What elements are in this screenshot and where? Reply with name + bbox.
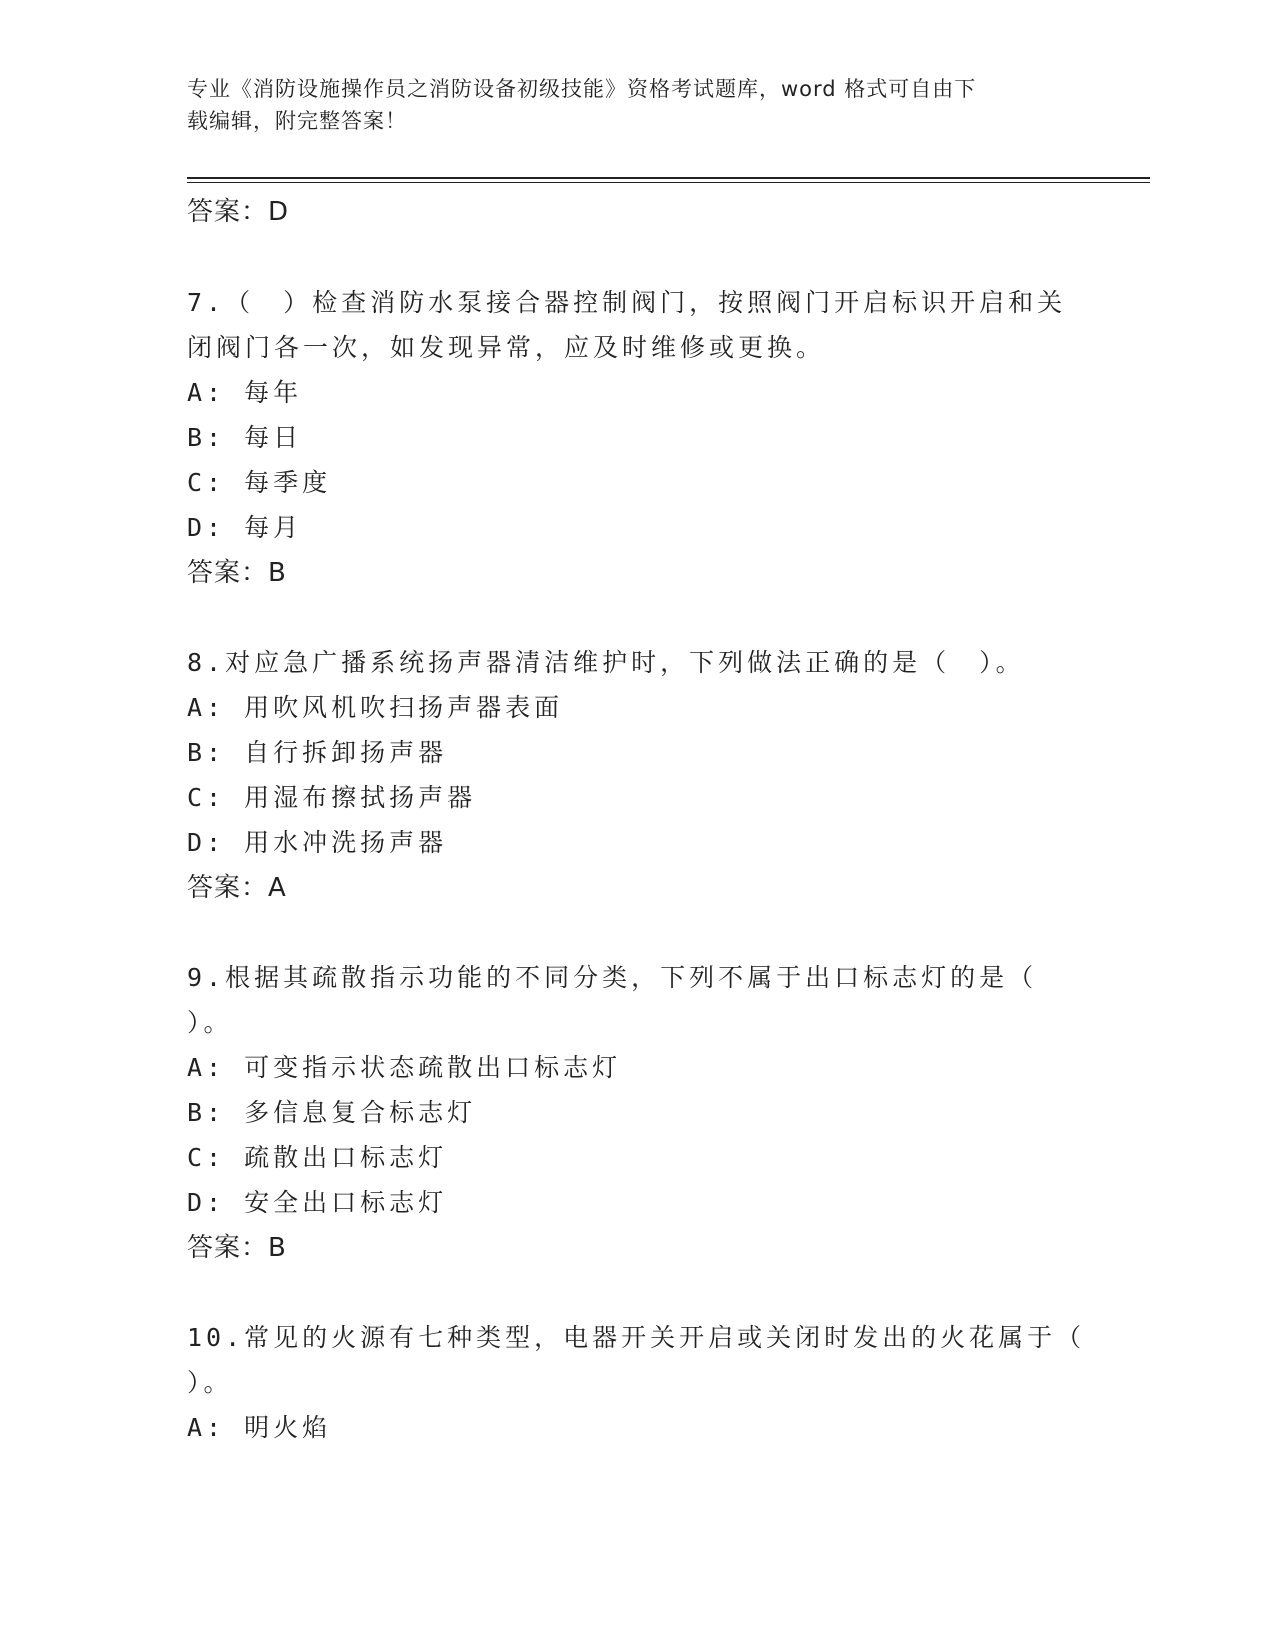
question-stem: 9.根据其疏散指示功能的不同分类，下列不属于出口标志灯的是（ (187, 963, 1038, 992)
option-a: A: 可变指示状态疏散出口标志灯 (187, 1053, 622, 1082)
question-stem: 8.对应急广播系统扬声器清洁维护时，下列做法正确的是（ ）。 (187, 648, 1025, 677)
question-9 (187, 955, 1087, 1271)
question-list (187, 188, 1087, 1450)
option-d: D: 安全出口标志灯 (187, 1188, 448, 1217)
page-header (187, 73, 1067, 137)
question-stem: 10.常见的火源有七种类型，电器开关开启或关闭时发出的火花属于（ (187, 1323, 1086, 1352)
option-c: C: 用湿布擦拭扬声器 (187, 783, 477, 812)
option-a: A: 用吹风机吹扫扬声器表面 (187, 693, 564, 722)
option-a: A: 明火焰 (187, 1413, 332, 1442)
question-stem: 7.（ ）检查消防水泵接合器控制阀门，按照阀门开启标识开启和关 (187, 288, 1067, 317)
option-b: B: 每日 (187, 423, 303, 452)
option-b: B: 自行拆卸扬声器 (187, 738, 448, 767)
header-rule-thin (187, 182, 1150, 183)
spacer (187, 596, 1087, 640)
question-10 (187, 1315, 1087, 1450)
option-d: D: 每月 (187, 513, 303, 542)
answer-line: 答案：D (187, 197, 290, 227)
header-line-2: 载编辑，附完整答案！ (187, 109, 407, 133)
header-rule-thick (187, 177, 1150, 179)
question-7 (187, 280, 1087, 596)
option-b: B: 多信息复合标志灯 (187, 1098, 477, 1127)
answer-line: 答案：B (187, 558, 287, 588)
option-c: C: 疏散出口标志灯 (187, 1143, 448, 1172)
question-stem-continued: ）。 (187, 1008, 233, 1037)
header-line-1: 专业《消防设施操作员之消防设备初级技能》资格考试题库，word 格式可自由下 (187, 77, 977, 101)
option-c: C: 每季度 (187, 468, 332, 497)
spacer (187, 236, 1087, 280)
question-stem-continued: ）。 (187, 1368, 233, 1397)
spacer (187, 911, 1087, 955)
answer-line: 答案：B (187, 1233, 287, 1263)
question-8 (187, 640, 1087, 911)
answer-line: 答案：A (187, 873, 287, 903)
option-a: A: 每年 (187, 378, 303, 407)
option-d: D: 用水冲洗扬声器 (187, 828, 448, 857)
spacer (187, 1271, 1087, 1315)
question-stem-continued: 闭阀门各一次，如发现异常，应及时维修或更换。 (187, 333, 826, 362)
